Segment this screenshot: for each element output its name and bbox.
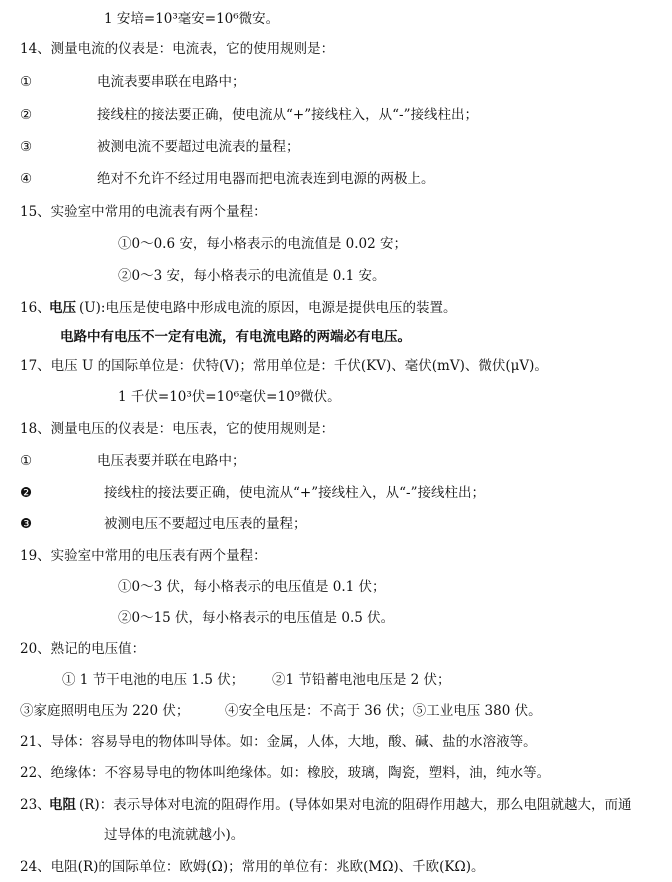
text-line: 23、	[20, 797, 51, 813]
text-line: 15、实验室中常用的电流表有两个量程：	[20, 204, 267, 220]
text-line: 被测电流不要超过电流表的量程；	[97, 139, 300, 155]
text-line: ①0～0.6 安，每小格表示的电流值是 0.02 安；	[118, 236, 407, 252]
text-line: 电流表要串联在电路中；	[97, 74, 246, 90]
text-line: (R)：表示导体对电流的阻碍作用。(导体如果对电流的阻碍作用越大，那么电阻就越大，而通	[79, 797, 632, 813]
text-line: 电压表要并联在电路中；	[97, 453, 246, 469]
text-line: ②0～15 伏，每小格表示的电压值是 0.5 伏。	[118, 610, 395, 626]
text-line: 21、导体：容易导电的物体叫导体。如：金属，人体，大地，酸、碱、盐的水溶液等。	[20, 734, 537, 750]
text-line: (U):电压是使电路中形成电流的原因，电源是提供电压的装置。	[79, 300, 457, 316]
text-line: 电压	[49, 300, 76, 316]
text-line: ③	[20, 139, 33, 155]
text-line: 20、熟记的电压值：	[20, 641, 146, 657]
text-line: ②1 节铅蓄电池电压是 2 伏；	[272, 672, 451, 688]
text-line: 1 安培=10³毫安=10⁶微安。	[104, 11, 280, 27]
text-line: ③家庭照明电压为 220 伏；	[20, 703, 190, 719]
text-line: ④安全电压是：不高于 36 伏；⑤工业电压 380 伏。	[225, 703, 542, 719]
text-line: 17、电压 U 的国际单位是：伏特(V)；常用单位是：千伏(KV)、毫伏(mV)、微伏(μV)。	[20, 358, 548, 374]
text-line: 1 千伏=10³伏=10⁶毫伏=10⁹微伏。	[118, 389, 341, 405]
text-line: 接线柱的接法要正确，使电流从“+”接线柱入，从“-”接线柱出；	[97, 107, 478, 123]
text-line: ④	[20, 171, 33, 187]
text-line: 14、测量电流的仪表是：电流表，它的使用规则是：	[20, 41, 335, 57]
text-line: ①0～3 伏，每小格表示的电压值是 0.1 伏；	[118, 579, 386, 595]
text-line: 19、实验室中常用的电压表有两个量程：	[20, 548, 267, 564]
text-line: 接线柱的接法要正确，使电流从“+”接线柱入，从“-”接线柱出；	[104, 485, 485, 501]
text-line: 22、绝缘体：不容易导电的物体叫绝缘体。如：橡胶，玻璃，陶瓷，塑料，油，纯水等。	[20, 765, 551, 781]
text-line: ①	[20, 74, 33, 90]
text-line: ① 1 节干电池的电压 1.5 伏；	[62, 672, 245, 688]
text-line: ①	[20, 453, 33, 469]
text-line: 18、测量电压的仪表是：电压表，它的使用规则是：	[20, 421, 335, 437]
text-line: 电阻	[49, 797, 76, 813]
text-line: ②0～3 安，每小格表示的电流值是 0.1 安。	[118, 268, 386, 284]
text-line: 过导体的电流就越小)。	[104, 827, 245, 843]
text-line: ❷	[20, 485, 33, 501]
text-line: 被测电压不要超过电压表的量程；	[104, 516, 307, 532]
text-line: ❸	[20, 516, 33, 532]
text-line: 电路中有电压不一定有电流，有电流电路的两端必有电压。	[60, 329, 411, 345]
text-line: 24、电阻(R)的国际单位：欧姆(Ω)；常用的单位有：兆欧(MΩ)、千欧(KΩ)。	[20, 859, 485, 875]
text-line: 16、	[20, 300, 51, 316]
text-line: ②	[20, 107, 33, 123]
text-line: 绝对不允许不经过用电器而把电流表连到电源的两极上。	[97, 171, 435, 187]
